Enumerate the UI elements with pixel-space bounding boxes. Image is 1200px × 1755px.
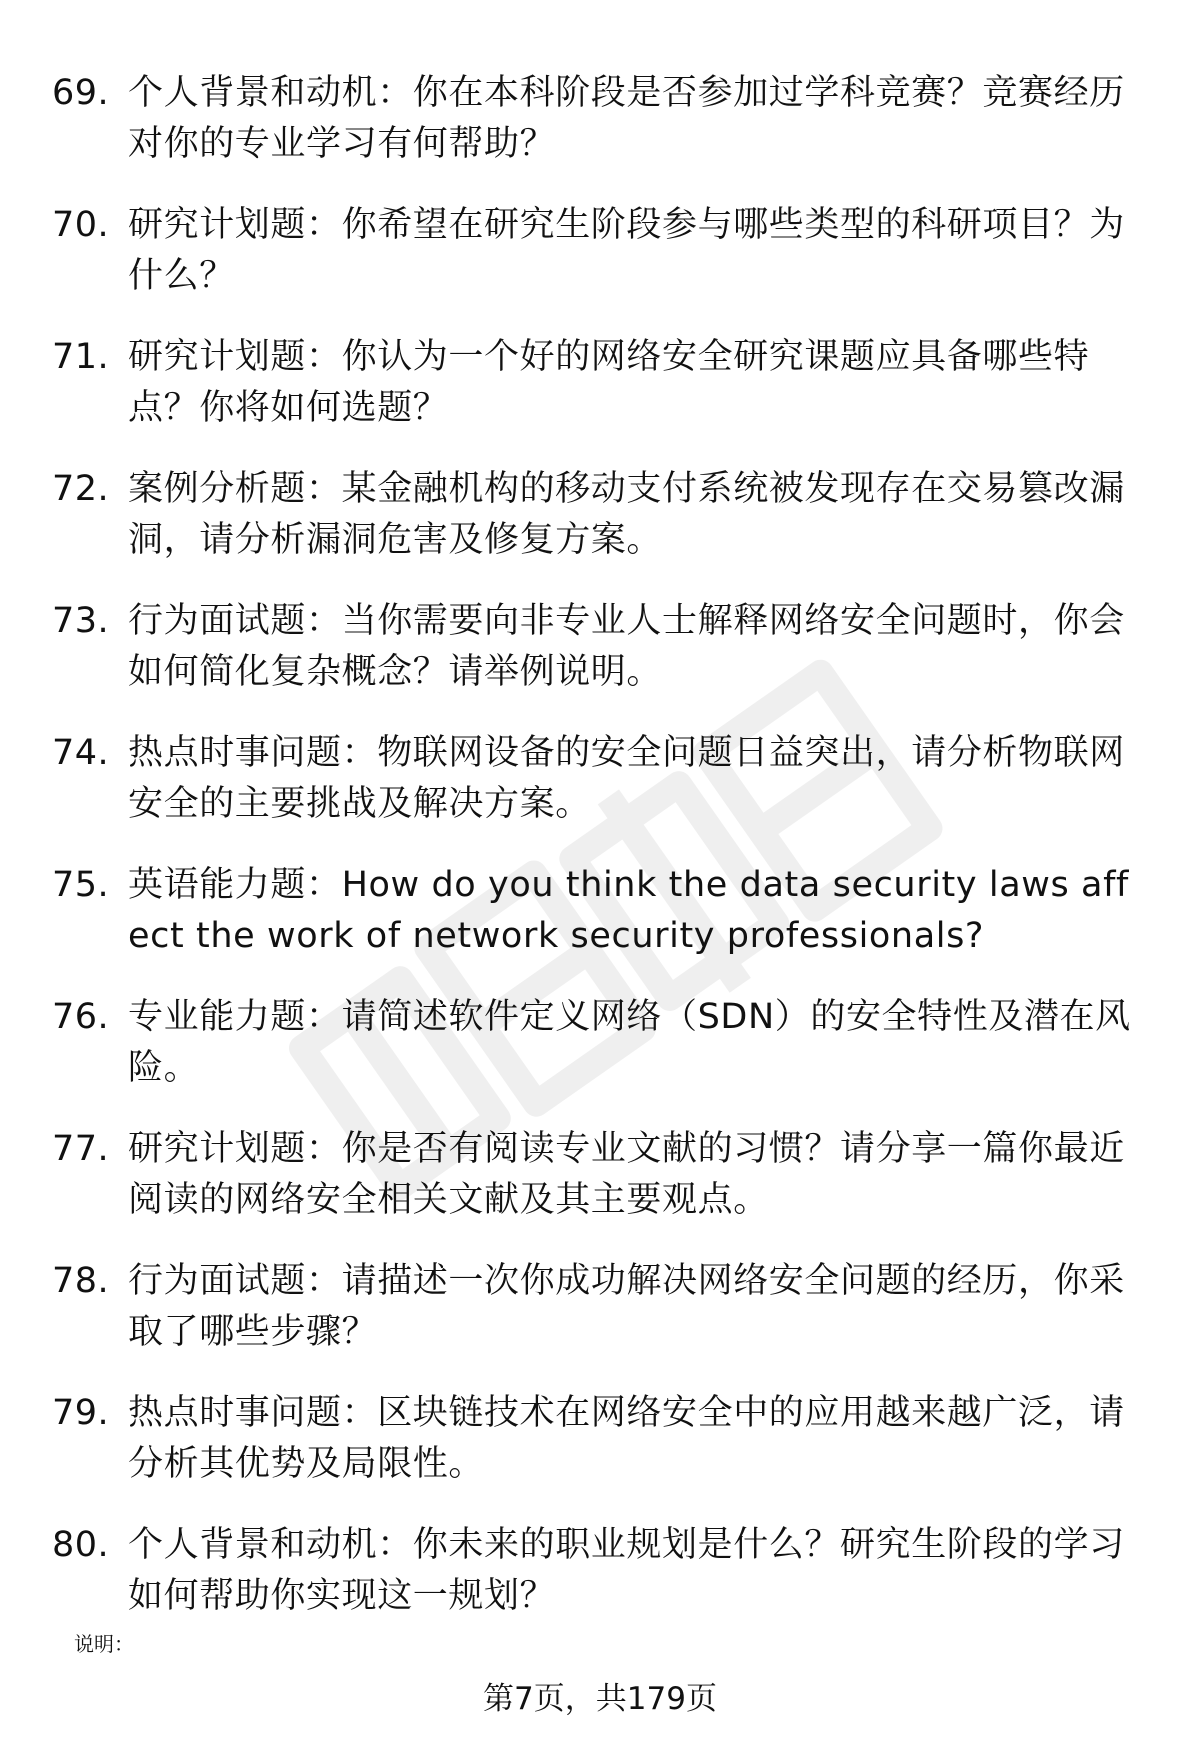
note-label: 说明： [74,1632,134,1656]
list-item [0,1112,1200,1244]
question-text: 热点时事问题：区块链技术在网络安全中的应用越来越广泛，请分析其优势及局限性。 [128,1393,1125,1484]
list-item [0,1508,1200,1640]
question-text: 研究计划题：你希望在研究生阶段参与哪些类型的科研项目？为什么？ [128,205,1125,296]
question-text: 研究计划题：你是否有阅读专业文献的习惯？请分享一篇你最近阅读的网络安全相关文献及其主要观点。 [128,1129,1125,1220]
page-number-footer: 第7页，共179页 [483,1681,717,1717]
list-item [0,452,1200,584]
question-number: 76. [52,997,110,1037]
question-text: 英语能力题：How do you think the data security laws affect the work of network security professionals? [128,865,1129,956]
question-text: 行为面试题：当你需要向非专业人士解释网络安全问题时，你会如何简化复杂概念？请举例说明。 [128,601,1125,692]
question-text: 个人背景和动机：你在本科阶段是否参加过学科竞赛？竞赛经历对你的专业学习有何帮助？ [128,73,1125,164]
question-text: 专业能力题：请简述软件定义网络（SDN）的安全特性及潜在风险。 [128,997,1131,1088]
list-item [0,716,1200,848]
question-number: 77. [52,1129,110,1169]
question-number: 78. [52,1261,110,1301]
question-text: 研究计划题：你认为一个好的网络安全研究课题应具备哪些特点？你将如何选题？ [128,337,1090,428]
list-item [0,980,1200,1112]
question-number: 69. [52,73,110,113]
question-number: 70. [52,205,110,245]
question-text: 行为面试题：请描述一次你成功解决网络安全问题的经历，你采取了哪些步骤？ [128,1261,1125,1352]
question-number: 80. [52,1525,110,1565]
list-item [0,584,1200,716]
list-item [0,1376,1200,1508]
question-text: 案例分析题：某金融机构的移动支付系统被发现存在交易篡改漏洞，请分析漏洞危害及修复方案。 [128,469,1125,560]
list-item [0,1244,1200,1376]
question-text: 个人背景和动机：你未来的职业规划是什么？研究生阶段的学习如何帮助你实现这一规划？ [128,1525,1125,1616]
question-number: 75. [52,865,110,905]
question-number: 74. [52,733,110,773]
list-item [0,848,1200,980]
list-item [0,188,1200,320]
question-list [0,56,1200,1640]
question-number: 73. [52,601,110,641]
question-number: 71. [52,337,110,377]
list-item [0,56,1200,188]
question-number: 79. [52,1393,110,1433]
list-item [0,320,1200,452]
question-text: 热点时事问题：物联网设备的安全问题日益突出，请分析物联网安全的主要挑战及解决方案。 [128,733,1125,824]
question-number: 72. [52,469,110,509]
